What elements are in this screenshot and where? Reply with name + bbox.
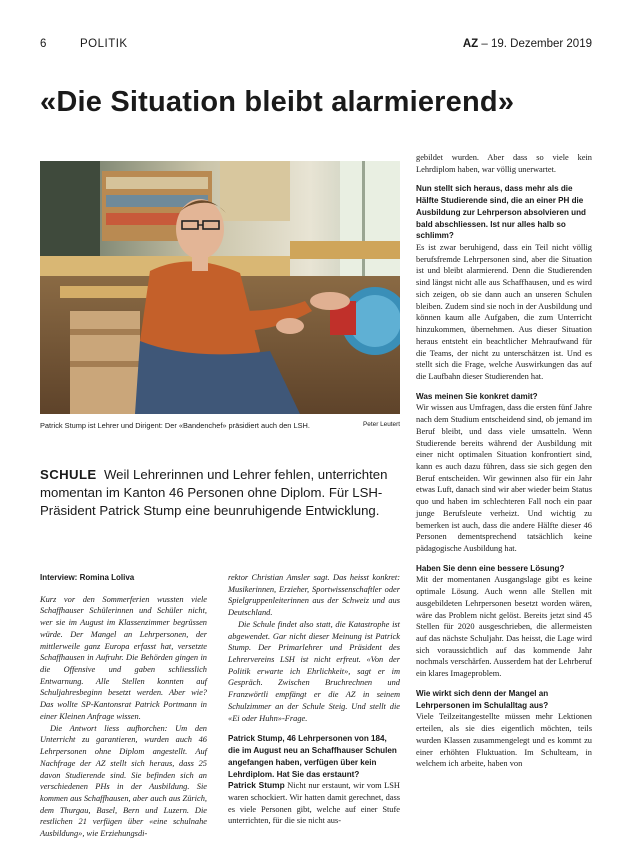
interview-answer: Wir wissen aus Umfragen, dass die ersten fünf Jahre nach dem Studium entscheidend sind, ob jemand im Beruf bleibt, und dass viele umsatteln. Wenn Studierende bereits während der Ausbildung mit einer nicht optimalen Situation konfrontiert sind, kann es auch dazu führen, dass sie sich gegen den Beruf entscheiden. Wir gewinnen also für ein Jahr etwas Luft, danach sind wir aber wieder beim Status quo und haben im schlechteren Fall noch ein paar junge Berufsleute verheizt. Und wichtig zu bemerken ist auch, dass die andere Hälfte dieser 46 Personen dementsprechend tatsächlich keine pädagogische Ausbildung hat.: [416, 403, 592, 553]
intro-paragraph: Die Schule findet also statt, die Katastrophe ist abgewendet. Gar nicht dieser Meinung ist Patrick Stump. Der Primarlehrer und Präsident des Lehrervereins LSH ist nicht erfreut. «Von der Politik erwarte ich Ehrlichkeit», sagt er im Gespräch. Zwischen Bruchrechnen und Franzwörtli empfängt er die AZ in seinem Schulzimmer an der Schule Steig. Und stellt die «Ei oder Huhn»-Frage.: [228, 619, 400, 723]
page-header: [40, 38, 592, 54]
answer-text: Nicht nur erstaunt, wir vom LSH waren schockiert. Wir hatten damit gerechnet, dass es viele Personen gibt, welche auf einer Stufe unterrichten, für die sie nicht aus-: [228, 781, 400, 826]
page-number: 6: [40, 38, 47, 50]
headline: «Die Situation bleibt alarmierend»: [40, 86, 515, 118]
article-lead: [40, 466, 412, 521]
article-photo: [40, 161, 400, 414]
az-logo: AZ: [462, 38, 479, 50]
lead-kicker: SCHULE: [40, 467, 97, 482]
article-column-1: [40, 572, 207, 840]
interview-answer: Es ist zwar beruhigend, dass ein Teil nicht völlig berufsfremde Lehrpersonen sind, aber die Situation ist und bleibt alarmierend. Denn die Studierenden sind längst nicht alle aus Schaffhausen, und es wird sich zeigen, ob sie dann auch an unseren Schulen bleiben. Zudem sind sie noch in der Ausbildung und können kaum alle Aufgaben, die zum Unterricht hinzukommen, übernehmen. Aus dieser Situation heraus entsteht ein beachtlicher Mehraufwand für die Teams, der nicht zu unterschätzen ist. Und es stellt sich die Frage, welche Auswirkungen das auf die Laufbahn dieser Studierenden hat.: [416, 243, 592, 381]
section-label: POLITIK: [80, 38, 128, 50]
classroom-photo-illustration: [40, 161, 400, 414]
interview-answer: gebildet wurden. Aber dass so viele kein Lehrdiplom haben, war völlig unerwartet.: [416, 153, 592, 174]
issue-date: – 19. Dezember 2019: [481, 38, 592, 50]
interview-answer: Mit der momentanen Ausgangslage gibt es keine optimale Lösung. Auch wenn alle Stellen mit ausgebildeten Lehrpersonen besetzt worden wären, wäre das Problem nicht gelöst. Bereits jetzt sind 45 Stellen für 2020 ausgeschrieben, die allermeisten auf das nächste Schuljahr. Das heisst, die Lage wird sich voraussichtlich auf das kommende Jahr nochmals verschärfen. Ausserdem hat der Lehrberuf ein klares Imageproblem.: [416, 575, 592, 679]
photo-caption: [40, 421, 400, 430]
intro-paragraph: Kurz vor den Sommerferien wussten viele Schaffhauser Schülerinnen und Schüler nicht, wer sie im August im Klassenzimmer begrüssen würde. Der Mangel an Lehrpersonen, der mittlerweile ganz Europa erfasst hat, versetzte Schaffhausen in Aufruhr. Die Behörden gingen in die Offensive und gaben schliesslich Entwarnung. Alle Stellen konnten auf Schuljahresbeginn besetzt werden. Aber wie? Das wollte SP-Kantonsrat Patrick Portmann in einer Kleinen Anfrage wissen.: [40, 594, 207, 721]
masthead-date: [463, 38, 592, 50]
interview-question: Wie wirkt sich denn der Mangel an Lehrpersonen im Schulalltag aus?: [416, 688, 549, 710]
interview-question: Was meinen Sie konkret damit?: [416, 391, 538, 401]
article-column-2: [228, 572, 400, 827]
intro-paragraph: rektor Christian Amsler sagt. Das heisst konkret: Musikerinnen, Erzieher, Sportwissenschaftler oder Spielgruppenleiterinnen aus der Schweiz und aus Deutschland.: [228, 573, 400, 618]
interview-question: Patrick Stump, 46 Lehrpersonen von 184, die im August neu an Schaffhauser Schulen angefangen haben, verfügen über kein Lehrdiplom. Hat Sie das erstaunt?: [228, 734, 397, 779]
interview-answer: [228, 780, 400, 827]
caption-text: Patrick Stump ist Lehrer und Dirigent: Der «Bandenchef» präsidiert auch den LSH.: [40, 421, 310, 430]
photo-credit: Peter Leutert: [363, 421, 400, 428]
interview-question: Haben Sie denn eine bessere Lösung?: [416, 563, 565, 573]
byline: Interview: Romina Loliva: [40, 573, 135, 582]
interview-answer: Viele Teilzeitangestellte müssen mehr Lektionen erteilen, als sie dies eigentlich möchten, teils wurden Klassen zusammengelegt und es kommt zu einer erhöhten Fluktuation. Im Schulteam, in welchem ich arbeite, haben von: [416, 712, 592, 769]
lead-text: Weil Lehrerinnen und Lehrer fehlen, unterrichten momentan im Kanton 46 Personen ohne Diplom. Für LSH-Präsident Patrick Stump eine beunruhigende Entwicklung.: [40, 467, 388, 519]
intro-paragraph: Die Antwort liess aufhorchen: Um den Unterricht zu garantieren, wurden auch 46 Lehrpersonen ohne Diplom angestellt. Auf Nachfrage der AZ stellt sich heraus, dass 25 davon Studierende sind. Sie befinden sich an verschiedenen PHs in der Ausbildung. Sie kommen aus Schaffhausen, aber auch aus Zürich, dem Thurgau, Basel, Bern und Luzern. Die restlichen 21 verfügen über «eine schulnahe Ausbildung», wie Erziehungsdi-: [40, 723, 207, 839]
interview-question: Nun stellt sich heraus, dass mehr als die Hälfte Studierende sind, die an einer PH die Ausbildung zur Lehrperson absolvieren und bald abschliessen. Ist nur alles halb so schlimm?: [416, 184, 586, 241]
article-column-3: [416, 152, 592, 770]
answer-speaker: Patrick Stump: [228, 780, 285, 791]
